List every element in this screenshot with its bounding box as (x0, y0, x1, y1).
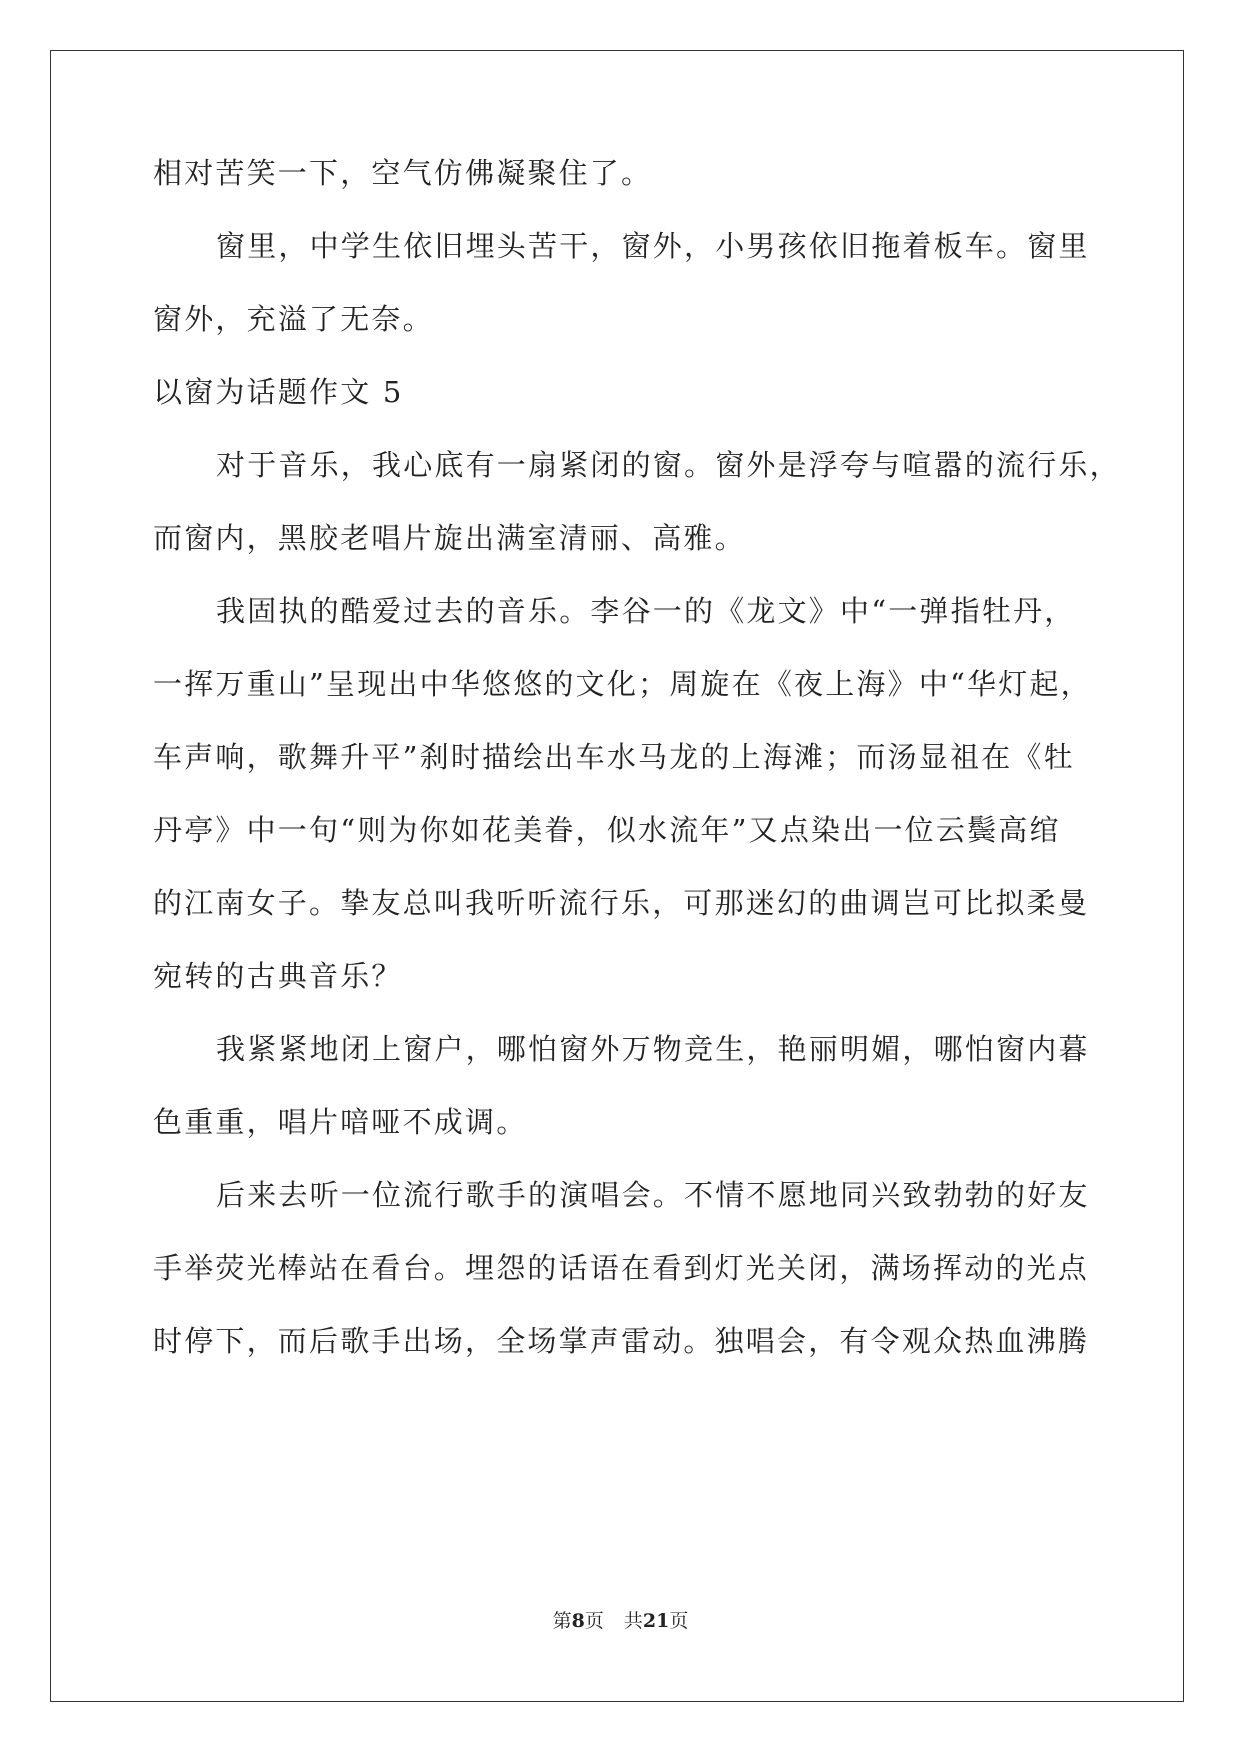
text-line: 色重重，唱片喑哑不成调。 (153, 1105, 528, 1139)
text-line: 窗外，充溢了无奈。 (153, 302, 434, 336)
paragraph-start-line: 后来去听一位流行歌手的演唱会。不情不愿地同兴致勃勃的好友 (216, 1178, 1090, 1212)
page-number: 8 (571, 1610, 585, 1632)
section-heading: 以窗为话题作文 5 (153, 375, 404, 409)
text-line: 相对苦笑一下，空气仿佛凝聚住了。 (153, 156, 653, 190)
text-line: 的江南女子。挚友总叫我听听流行乐，可那迷幻的曲调岂可比拟柔曼 (153, 886, 1090, 920)
text-line: 时停下，而后歌手出场，全场掌声雷动。独唱会，有令观众热血沸腾 (153, 1324, 1090, 1358)
page-border (50, 50, 1184, 1702)
text-line: 而窗内，黑胶老唱片旋出满室清丽、高雅。 (153, 521, 746, 555)
text-line: 手举荧光棒站在看台。埋怨的话语在看到灯光关闭，满场挥动的光点 (153, 1251, 1090, 1285)
paragraph-start-line: 我固执的酷爱过去的音乐。李谷一的《龙文》中“一弹指牡丹， (216, 594, 1076, 628)
text-line: 一挥万重山”呈现出中华悠悠的文化；周旋在《夜上海》中“华灯起， (153, 667, 1092, 701)
page-suffix: 页 (584, 1610, 604, 1632)
page-prefix: 第 (552, 1610, 572, 1632)
page-footer (0, 1609, 1241, 1633)
text-line: 丹亭》中一句“则为你如花美眷，似水流年”又点染出一位云鬓高绾 (153, 813, 1061, 847)
text-line: 车声响，歌舞升平”刹时描绘出车水马龙的上海滩；而汤显祖在《牡 (153, 740, 1075, 774)
paragraph-start-line: 我紧紧地闭上窗户，哪怕窗外万物竞生，艳丽明媚，哪怕窗内暮 (216, 1032, 1090, 1066)
total-prefix: 共 (623, 1610, 643, 1632)
paragraph-start-line: 对于音乐，我心底有一扇紧闭的窗。窗外是浮夸与喧嚣的流行乐， (216, 448, 1121, 482)
total-pages: 21 (642, 1610, 670, 1632)
total-suffix: 页 (669, 1610, 689, 1632)
paragraph-start-line: 窗里，中学生依旧埋头苦干，窗外，小男孩依旧拖着板车。窗里 (216, 229, 1090, 263)
text-line: 宛转的古典音乐？ (153, 959, 403, 993)
